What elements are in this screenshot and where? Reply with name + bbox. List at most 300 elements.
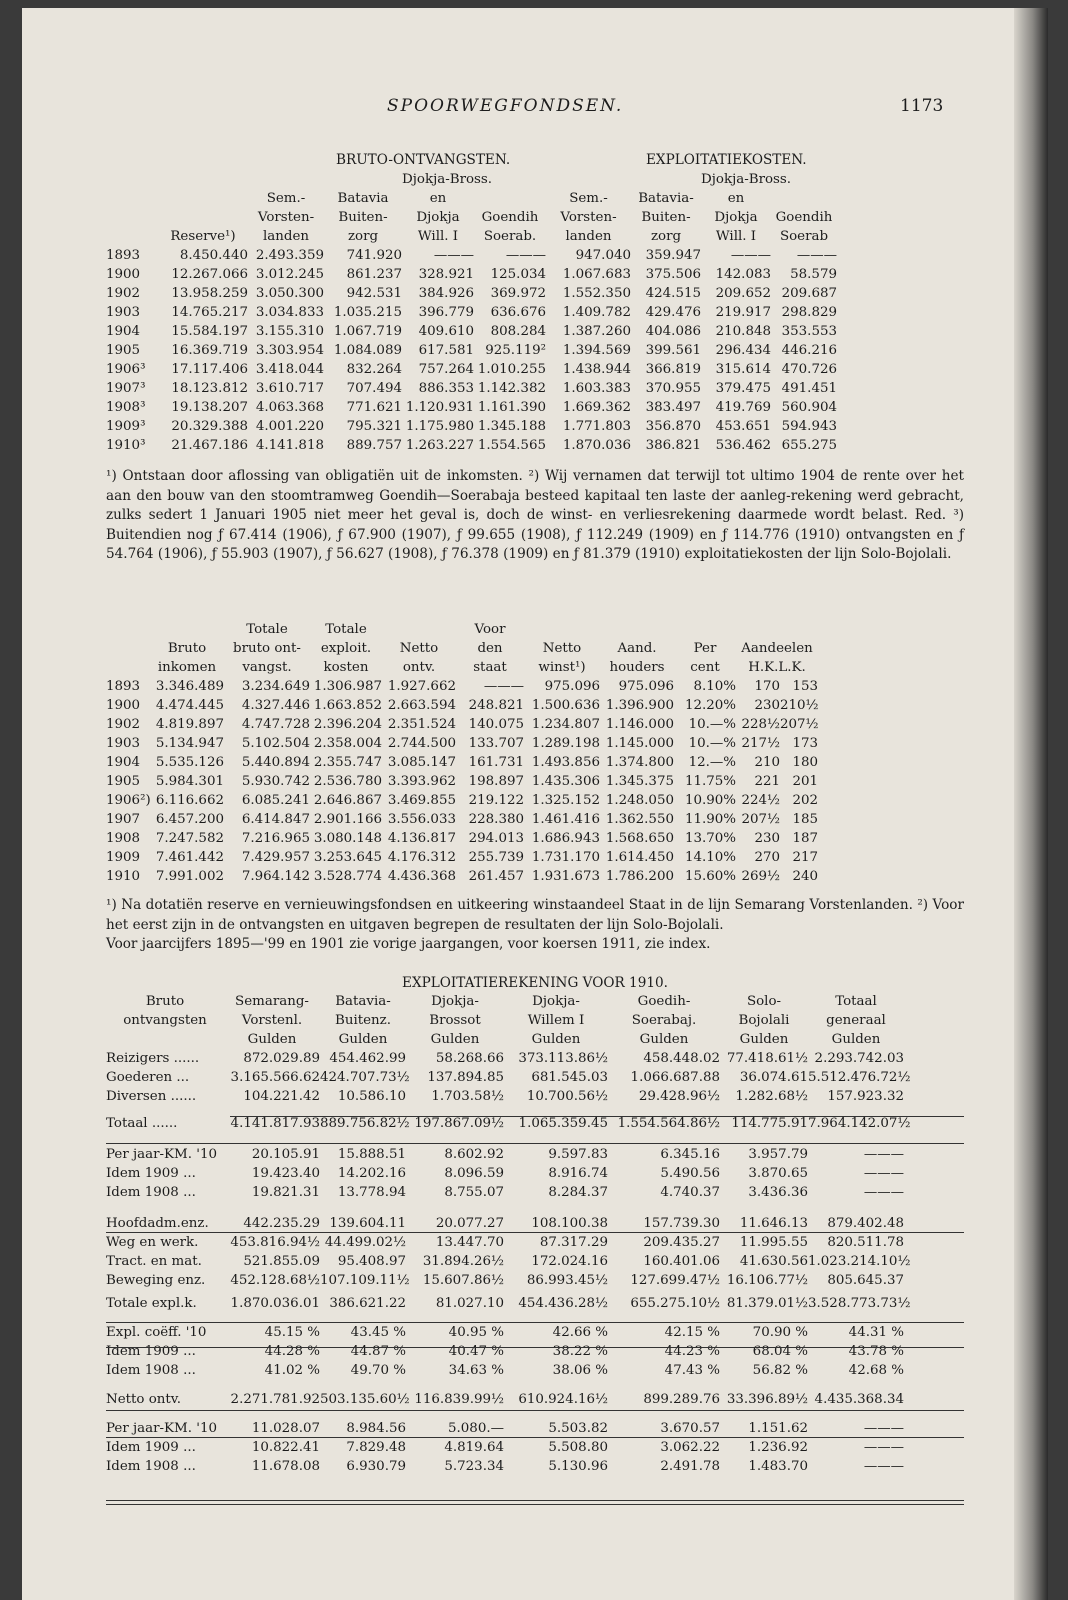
table-row xyxy=(106,1068,911,1087)
table-cell: 217 xyxy=(792,850,818,865)
table-cell: Gulden xyxy=(831,1032,881,1047)
table-cell: ——— xyxy=(863,1185,904,1200)
table-cell: 359.947 xyxy=(645,248,701,263)
table-cell: 44.23 % xyxy=(664,1344,720,1359)
table-cell: 1.438.944 xyxy=(562,362,631,377)
table-row xyxy=(106,696,818,715)
table-cell: landen xyxy=(565,229,612,244)
table-row xyxy=(106,715,818,734)
table-cell: Totaal xyxy=(835,994,877,1009)
table-cell: Per jaar-KM. '10 xyxy=(106,1147,217,1162)
table-cell: 7.247.582 xyxy=(155,831,224,846)
table-cell: 424.515 xyxy=(645,286,701,301)
table-cell: 375.506 xyxy=(645,267,701,282)
table-cell: 5.102.504 xyxy=(241,736,310,751)
table-cell: vangst. xyxy=(242,660,292,675)
table-cell: 975.096 xyxy=(544,679,600,694)
table-cell: 11.028.07 xyxy=(251,1421,320,1436)
table-cell: 1.325.152 xyxy=(531,793,600,808)
table-cell: Voor xyxy=(474,622,506,637)
table-cell: 33.396.89½ xyxy=(726,1392,808,1407)
table-cell: 1907 xyxy=(106,812,141,827)
table-cell: 925.119² xyxy=(485,343,546,358)
table-cell: 3.610.717 xyxy=(255,381,324,396)
table-cell: 5.080.— xyxy=(448,1421,504,1436)
table-cell: 1910³ xyxy=(106,438,146,453)
table-cell: 1.248.050 xyxy=(605,793,674,808)
table-cell: zorg xyxy=(650,229,682,244)
table-cell: 3.346.489 xyxy=(155,679,224,694)
table-cell: 3.165.566.62 xyxy=(230,1070,320,1085)
table-cell: 56.82 % xyxy=(752,1363,808,1378)
table-cell: 1.614.450 xyxy=(605,850,674,865)
table-cell: Will. I xyxy=(715,229,757,244)
table-cell: 3.253.645 xyxy=(313,850,382,865)
table-cell: inkomen xyxy=(157,660,217,675)
table-cell: Beweging enz. xyxy=(106,1273,206,1288)
table-cell: staat xyxy=(473,660,507,675)
table-cell: 2.493.359 xyxy=(255,248,324,263)
table-cell: ——— xyxy=(863,1459,904,1474)
table-cell: 2.293.742.03 xyxy=(814,1051,904,1066)
table-cell: 81.379.01½ xyxy=(726,1296,808,1311)
table-cell: Goendih xyxy=(481,210,539,225)
table-cell: 8.10% xyxy=(693,679,736,694)
table-cell: 269½ xyxy=(741,869,780,884)
table-cell: Idem 1908 ... xyxy=(106,1185,196,1200)
table-cell: 8.284.37 xyxy=(548,1185,608,1200)
table-header-row xyxy=(106,189,837,208)
table-cell: 10.586.10 xyxy=(337,1089,406,1104)
table-cell: Totale xyxy=(246,622,288,637)
table-cell: 820.511.78 xyxy=(827,1235,904,1250)
rule-perkm-bottom xyxy=(106,1232,964,1233)
table-cell: 5.440.894 xyxy=(241,755,310,770)
table-cell: 34.63 % xyxy=(448,1363,504,1378)
total-costs-row xyxy=(106,1294,911,1313)
table-cell: 15.584.197 xyxy=(171,324,248,339)
table-cell: 2.901.166 xyxy=(313,812,382,827)
table-cell: Diversen ...... xyxy=(106,1089,197,1104)
table-cell: 1.554.564.86½ xyxy=(617,1116,720,1131)
table-cell: 49.70 % xyxy=(350,1363,406,1378)
table-cell: 170 xyxy=(754,679,780,694)
table-cell: 8.984.56 xyxy=(346,1421,406,1436)
table-cell: 889.757 xyxy=(346,438,402,453)
table-cell: 16.106.77½ xyxy=(726,1273,808,1288)
table-cell: Batavia- xyxy=(638,191,694,206)
table-cell: 404.086 xyxy=(645,324,701,339)
table-cell: Djokja- xyxy=(532,994,580,1009)
table-cell: ——— xyxy=(483,679,524,694)
table-cell: Djokja-Bross. xyxy=(402,172,493,187)
table-cell: 453.651 xyxy=(715,419,771,434)
table-row xyxy=(106,867,818,886)
table-cell: Per xyxy=(693,641,717,656)
table-cell: 3.034.833 xyxy=(255,305,324,320)
table-cell: 1910 xyxy=(106,869,141,884)
table-cell: 452.128.68½ xyxy=(230,1273,320,1288)
table-cell: Per jaar-KM. '10 xyxy=(106,1421,217,1436)
table-cell: 210 xyxy=(754,755,780,770)
table-cell: 6.116.662 xyxy=(155,793,224,808)
table-cell: 3.393.962 xyxy=(387,774,456,789)
table-cell: 10.—% xyxy=(688,717,736,732)
table-exploitatierekening xyxy=(106,992,911,1476)
table-cell: 899.289.76 xyxy=(643,1392,720,1407)
table-cell: Djokja- xyxy=(431,994,479,1009)
footnote-paragraph: Voor jaarcijfers 1895—'99 en 1901 zie vorige jaargangen, voor koersen 1911, zie index. xyxy=(106,936,711,952)
table-cell: houders xyxy=(609,660,665,675)
table-cell: 230 xyxy=(754,698,780,713)
table-cell: 8.450.440 xyxy=(179,248,248,263)
table-cell: 1900 xyxy=(106,698,141,713)
table-cell: 77.418.61½ xyxy=(726,1051,808,1066)
table-cell: exploit. xyxy=(320,641,372,656)
footnote-table2 xyxy=(106,896,964,955)
table-cell: 1.703.58½ xyxy=(431,1089,504,1104)
table-cell: 1.461.416 xyxy=(531,812,600,827)
table-row xyxy=(106,734,818,753)
table-cell: 1.500.636 xyxy=(531,698,600,713)
table-cell: 161.731 xyxy=(468,755,524,770)
table-row xyxy=(106,1145,904,1164)
table-cell: winst¹) xyxy=(538,660,586,675)
table-cell: 40.95 % xyxy=(448,1325,504,1340)
book-spine-shadow xyxy=(1014,8,1048,1600)
table-cell: 1906²) xyxy=(106,793,151,808)
table-cell: 757.264 xyxy=(418,362,474,377)
table-totals xyxy=(106,620,818,886)
table-cell: 4.740.37 xyxy=(660,1185,720,1200)
table-cell: 224½ xyxy=(741,793,780,808)
table-cell: 655.275.10½ xyxy=(630,1296,720,1311)
table-cell: 1.771.803 xyxy=(562,419,631,434)
table-cell: 4.141.817.93 xyxy=(230,1116,320,1131)
table-cell: 536.462 xyxy=(715,438,771,453)
table-cell: 7.964.142.07½ xyxy=(808,1116,911,1131)
table-cell: 5.490.56 xyxy=(660,1166,720,1181)
group-heading-bruto: BRUTO-ONTVANGSTEN. xyxy=(336,152,511,168)
table-cell: 9.597.83 xyxy=(548,1147,608,1162)
table-cell: 42.68 % xyxy=(848,1363,904,1378)
table-cell: 7.216.965 xyxy=(241,831,310,846)
table-cell: 315.614 xyxy=(715,362,771,377)
rule-end-1 xyxy=(106,1500,964,1501)
table-cell: 636.676 xyxy=(490,305,546,320)
table-cell: 1.084.089 xyxy=(333,343,402,358)
table-cell: 36.074.61 xyxy=(739,1070,808,1085)
table-cell: 198.897 xyxy=(468,774,524,789)
table-cell: 879.402.48 xyxy=(827,1216,904,1231)
group-heading-expl: EXPLOITATIEKOSTEN. xyxy=(646,152,807,168)
table-row xyxy=(106,1457,904,1476)
table-cell: 975.096 xyxy=(618,679,674,694)
table-row xyxy=(106,1342,904,1361)
table-cell: 429.476 xyxy=(645,305,701,320)
table-cell: 210½ xyxy=(780,698,819,713)
table-cell: 11.646.13 xyxy=(739,1216,808,1231)
table-cell: 1.669.362 xyxy=(562,400,631,415)
table-cell: 207½ xyxy=(741,812,780,827)
table-cell: 1.435.306 xyxy=(531,774,600,789)
table-cell: 491.451 xyxy=(781,381,837,396)
table-cell: 2.536.780 xyxy=(313,774,382,789)
table-cell: Goendih xyxy=(775,210,833,225)
table-cell: 187 xyxy=(792,831,818,846)
footnote-paragraph: ¹) Na dotatiën reserve en vernieuwingsfondsen en uitkeering winstaandeel Staat in de lijn Semarang Vorstenlanden. ²) Voor het eerst zijn in de ontvangsten en uitgaven begrepen de resultaten der lijn Solo-Bojolali. xyxy=(106,897,964,933)
table-cell: 68.04 % xyxy=(752,1344,808,1359)
table-cell: Expl. coëff. '10 xyxy=(106,1325,207,1340)
table-cell: 503.135.60½ xyxy=(320,1392,410,1407)
table-cell: 29.428.96½ xyxy=(638,1089,720,1104)
footnote-table1 xyxy=(106,467,964,565)
table-cell: 369.972 xyxy=(490,286,546,301)
table-cell: 1.483.70 xyxy=(748,1459,808,1474)
book-page xyxy=(22,8,1048,1600)
table-row xyxy=(106,341,837,360)
table-cell: 1906³ xyxy=(106,362,146,377)
table-row xyxy=(106,1271,904,1290)
table-cell: 795.321 xyxy=(346,419,402,434)
table-cell: 4.063.368 xyxy=(255,400,324,415)
table-cell: 1.374.800 xyxy=(605,755,674,770)
rule-costs-bottom xyxy=(106,1322,964,1323)
table-cell: 13.70% xyxy=(684,831,736,846)
table-cell: Gulden xyxy=(531,1032,581,1047)
table-cell: 2.663.594 xyxy=(387,698,456,713)
table-cell: 454.462.99 xyxy=(329,1051,406,1066)
table-cell: 41.02 % xyxy=(264,1363,320,1378)
table-cell: 1.663.852 xyxy=(313,698,382,713)
table-cell: 2.646.867 xyxy=(313,793,382,808)
table-cell: 6.930.79 xyxy=(346,1459,406,1474)
table-header-row xyxy=(106,1011,904,1030)
table-row xyxy=(106,436,837,455)
net-row xyxy=(106,1390,904,1409)
table-cell: Buiten- xyxy=(338,210,388,225)
table-row xyxy=(106,848,818,867)
table-cell: 8.096.59 xyxy=(444,1166,504,1181)
table-cell: 47.43 % xyxy=(664,1363,720,1378)
table-cell: 1904 xyxy=(106,324,141,339)
table-cell: 386.621.22 xyxy=(329,1296,406,1311)
table-row xyxy=(106,791,818,810)
table-cell: 7.461.442 xyxy=(155,850,224,865)
table-cell: 442.235.29 xyxy=(243,1216,320,1231)
table-cell: 1.236.92 xyxy=(748,1440,808,1455)
table-cell: 1.289.198 xyxy=(531,736,600,751)
table-cell: 942.531 xyxy=(346,286,402,301)
table-cell: Soerabaj. xyxy=(631,1013,697,1028)
table-cell: 116.839.99½ xyxy=(414,1392,504,1407)
table-row xyxy=(106,1183,904,1202)
table-cell: 104.221.42 xyxy=(243,1089,320,1104)
table-cell: ——— xyxy=(730,248,771,263)
table-cell: 808.284 xyxy=(490,324,546,339)
table-cell: 12.—% xyxy=(688,755,736,770)
table-cell: 137.894.85 xyxy=(427,1070,504,1085)
table-cell: 1.603.383 xyxy=(562,381,631,396)
table-cell: 3.080.148 xyxy=(313,831,382,846)
table-cell: Totale xyxy=(325,622,367,637)
table-cell: 1903 xyxy=(106,305,141,320)
table-cell: 1.067.719 xyxy=(333,324,402,339)
table-cell: 11.75% xyxy=(684,774,736,789)
table-cell: 18.123.812 xyxy=(171,381,248,396)
table-row xyxy=(106,303,837,322)
table-cell: Gulden xyxy=(247,1032,297,1047)
table-cell: 44.31 % xyxy=(848,1325,904,1340)
table-cell: 172.024.16 xyxy=(531,1254,608,1269)
table-cell: 1.065.359.45 xyxy=(518,1116,608,1131)
table-cell: 3.050.300 xyxy=(255,286,324,301)
table-cell: 20.105.91 xyxy=(251,1147,320,1162)
table-cell: 4.819.64 xyxy=(444,1440,504,1455)
table-cell: 521.855.09 xyxy=(243,1254,320,1269)
table-cell: Sem.- xyxy=(569,191,608,206)
table-cell: Soerab xyxy=(779,229,829,244)
table-cell: 3.870.65 xyxy=(748,1166,808,1181)
table-cell: 5.984.301 xyxy=(155,774,224,789)
table-cell: Batavia- xyxy=(335,994,391,1009)
table-cell: 6.457.200 xyxy=(155,812,224,827)
table-cell: 19.423.40 xyxy=(251,1166,320,1181)
table-cell: 399.561 xyxy=(645,343,701,358)
table-cell: 228½ xyxy=(741,717,780,732)
table-cell: 17.117.406 xyxy=(171,362,248,377)
table-cell: 454.436.28½ xyxy=(518,1296,608,1311)
table-cell: 947.040 xyxy=(575,248,631,263)
table-cell: 446.216 xyxy=(781,343,837,358)
table-cell: 20.077.27 xyxy=(435,1216,504,1231)
table-cell: 294.013 xyxy=(468,831,524,846)
table-cell: 20.329.388 xyxy=(171,419,248,434)
table-cell: 221 xyxy=(754,774,780,789)
table-cell: 383.497 xyxy=(645,400,701,415)
table-cell: 43.78 % xyxy=(848,1344,904,1359)
table-cell: Will. I xyxy=(417,229,459,244)
table-cell: 19.138.207 xyxy=(171,400,248,415)
table-cell: 4.136.817 xyxy=(387,831,456,846)
table-cell: 1.387.260 xyxy=(562,324,631,339)
table-header-row xyxy=(106,992,904,1011)
table-cell: 180 xyxy=(792,755,818,770)
table-cell: Batavia xyxy=(337,191,389,206)
table-cell: 366.819 xyxy=(645,362,701,377)
table-cell: 1.362.550 xyxy=(605,812,674,827)
table-cell: 1908³ xyxy=(106,400,146,415)
table-cell: 741.920 xyxy=(346,248,402,263)
table-cell: 1.731.170 xyxy=(531,850,600,865)
table-cell: 8.602.92 xyxy=(444,1147,504,1162)
table-cell: 21.467.186 xyxy=(171,438,248,453)
table-cell: 1.870.036 xyxy=(562,438,631,453)
table-cell: 1.175.980 xyxy=(405,419,474,434)
table-cell: 86.993.45½ xyxy=(526,1273,608,1288)
table-cell: 12.267.066 xyxy=(171,267,248,282)
table-cell: 594.943 xyxy=(781,419,837,434)
table-row xyxy=(106,1214,904,1233)
rule-end-2 xyxy=(106,1504,964,1505)
table-cell: 40.47 % xyxy=(448,1344,504,1359)
table-cell: 353.553 xyxy=(781,324,837,339)
table-cell: 31.894.26½ xyxy=(422,1254,504,1269)
table-bruto-expl xyxy=(106,170,837,455)
table-cell: 1.396.900 xyxy=(605,698,674,713)
table-cell: 419.769 xyxy=(715,400,771,415)
table-cell: 219.917 xyxy=(715,305,771,320)
table-cell: 2.358.004 xyxy=(313,736,382,751)
table-cell: 3.085.147 xyxy=(387,755,456,770)
table-cell: 140.075 xyxy=(468,717,524,732)
table-cell: Hoofdadm.enz. xyxy=(106,1216,209,1231)
table-cell: 1.927.662 xyxy=(387,679,456,694)
table-cell: Netto ontv. xyxy=(106,1392,182,1407)
table-cell: 1907³ xyxy=(106,381,146,396)
table-cell: 1900 xyxy=(106,267,141,282)
table-cell: 370.955 xyxy=(645,381,701,396)
table-cell: 1.067.683 xyxy=(562,267,631,282)
table-cell: 209.652 xyxy=(715,286,771,301)
table-cell: Netto xyxy=(542,641,582,656)
table-cell: 3.155.310 xyxy=(255,324,324,339)
table-cell: 2.271.781.92 xyxy=(230,1392,320,1407)
table-cell: 296.434 xyxy=(715,343,771,358)
table-cell: 453.816.94½ xyxy=(230,1235,320,1250)
table-cell: 95.408.97 xyxy=(337,1254,406,1269)
table-cell: Gulden xyxy=(430,1032,480,1047)
table-row xyxy=(106,810,818,829)
table-cell: kosten xyxy=(323,660,369,675)
table-cell: 1893 xyxy=(106,248,141,263)
table-cell: 3.418.044 xyxy=(255,362,324,377)
table-cell: 1.345.188 xyxy=(477,419,546,434)
table-cell: 3.670.57 xyxy=(660,1421,720,1436)
table-cell: 617.581 xyxy=(418,343,474,358)
table-cell: Bojolali xyxy=(738,1013,790,1028)
table-cell: 14.10% xyxy=(684,850,736,865)
table-cell: 248.821 xyxy=(468,698,524,713)
table-cell: 160.401.06 xyxy=(643,1254,720,1269)
table-cell: ontvangsten xyxy=(123,1013,207,1028)
table-cell: 228.380 xyxy=(468,812,524,827)
table-cell: 4.001.220 xyxy=(255,419,324,434)
table-cell: 8.916.74 xyxy=(548,1166,608,1181)
table-cell: 2.351.524 xyxy=(387,717,456,732)
table-cell: Semarang- xyxy=(235,994,309,1009)
table-cell: 1.552.350 xyxy=(562,286,631,301)
table-cell: 655.275 xyxy=(781,438,837,453)
table-row xyxy=(106,1438,904,1457)
table-cell: 201 xyxy=(792,774,818,789)
table-cell: ——— xyxy=(863,1421,904,1436)
table-cell: 1.686.943 xyxy=(531,831,600,846)
table-cell: 409.610 xyxy=(418,324,474,339)
table-cell: 1.394.569 xyxy=(562,343,631,358)
table-cell: 157.739.30 xyxy=(643,1216,720,1231)
table-cell: 261.457 xyxy=(468,869,524,884)
table-cell: 1903 xyxy=(106,736,141,751)
table-cell: 7.964.142 xyxy=(241,869,310,884)
table-cell: 3.436.36 xyxy=(748,1185,808,1200)
table-cell: Vorsten- xyxy=(560,210,617,225)
table-row xyxy=(106,1361,904,1380)
table-row xyxy=(106,1049,904,1068)
table-cell: 2.744.500 xyxy=(387,736,456,751)
table-cell: 58.268.66 xyxy=(435,1051,504,1066)
table-cell: 1.345.375 xyxy=(605,774,674,789)
